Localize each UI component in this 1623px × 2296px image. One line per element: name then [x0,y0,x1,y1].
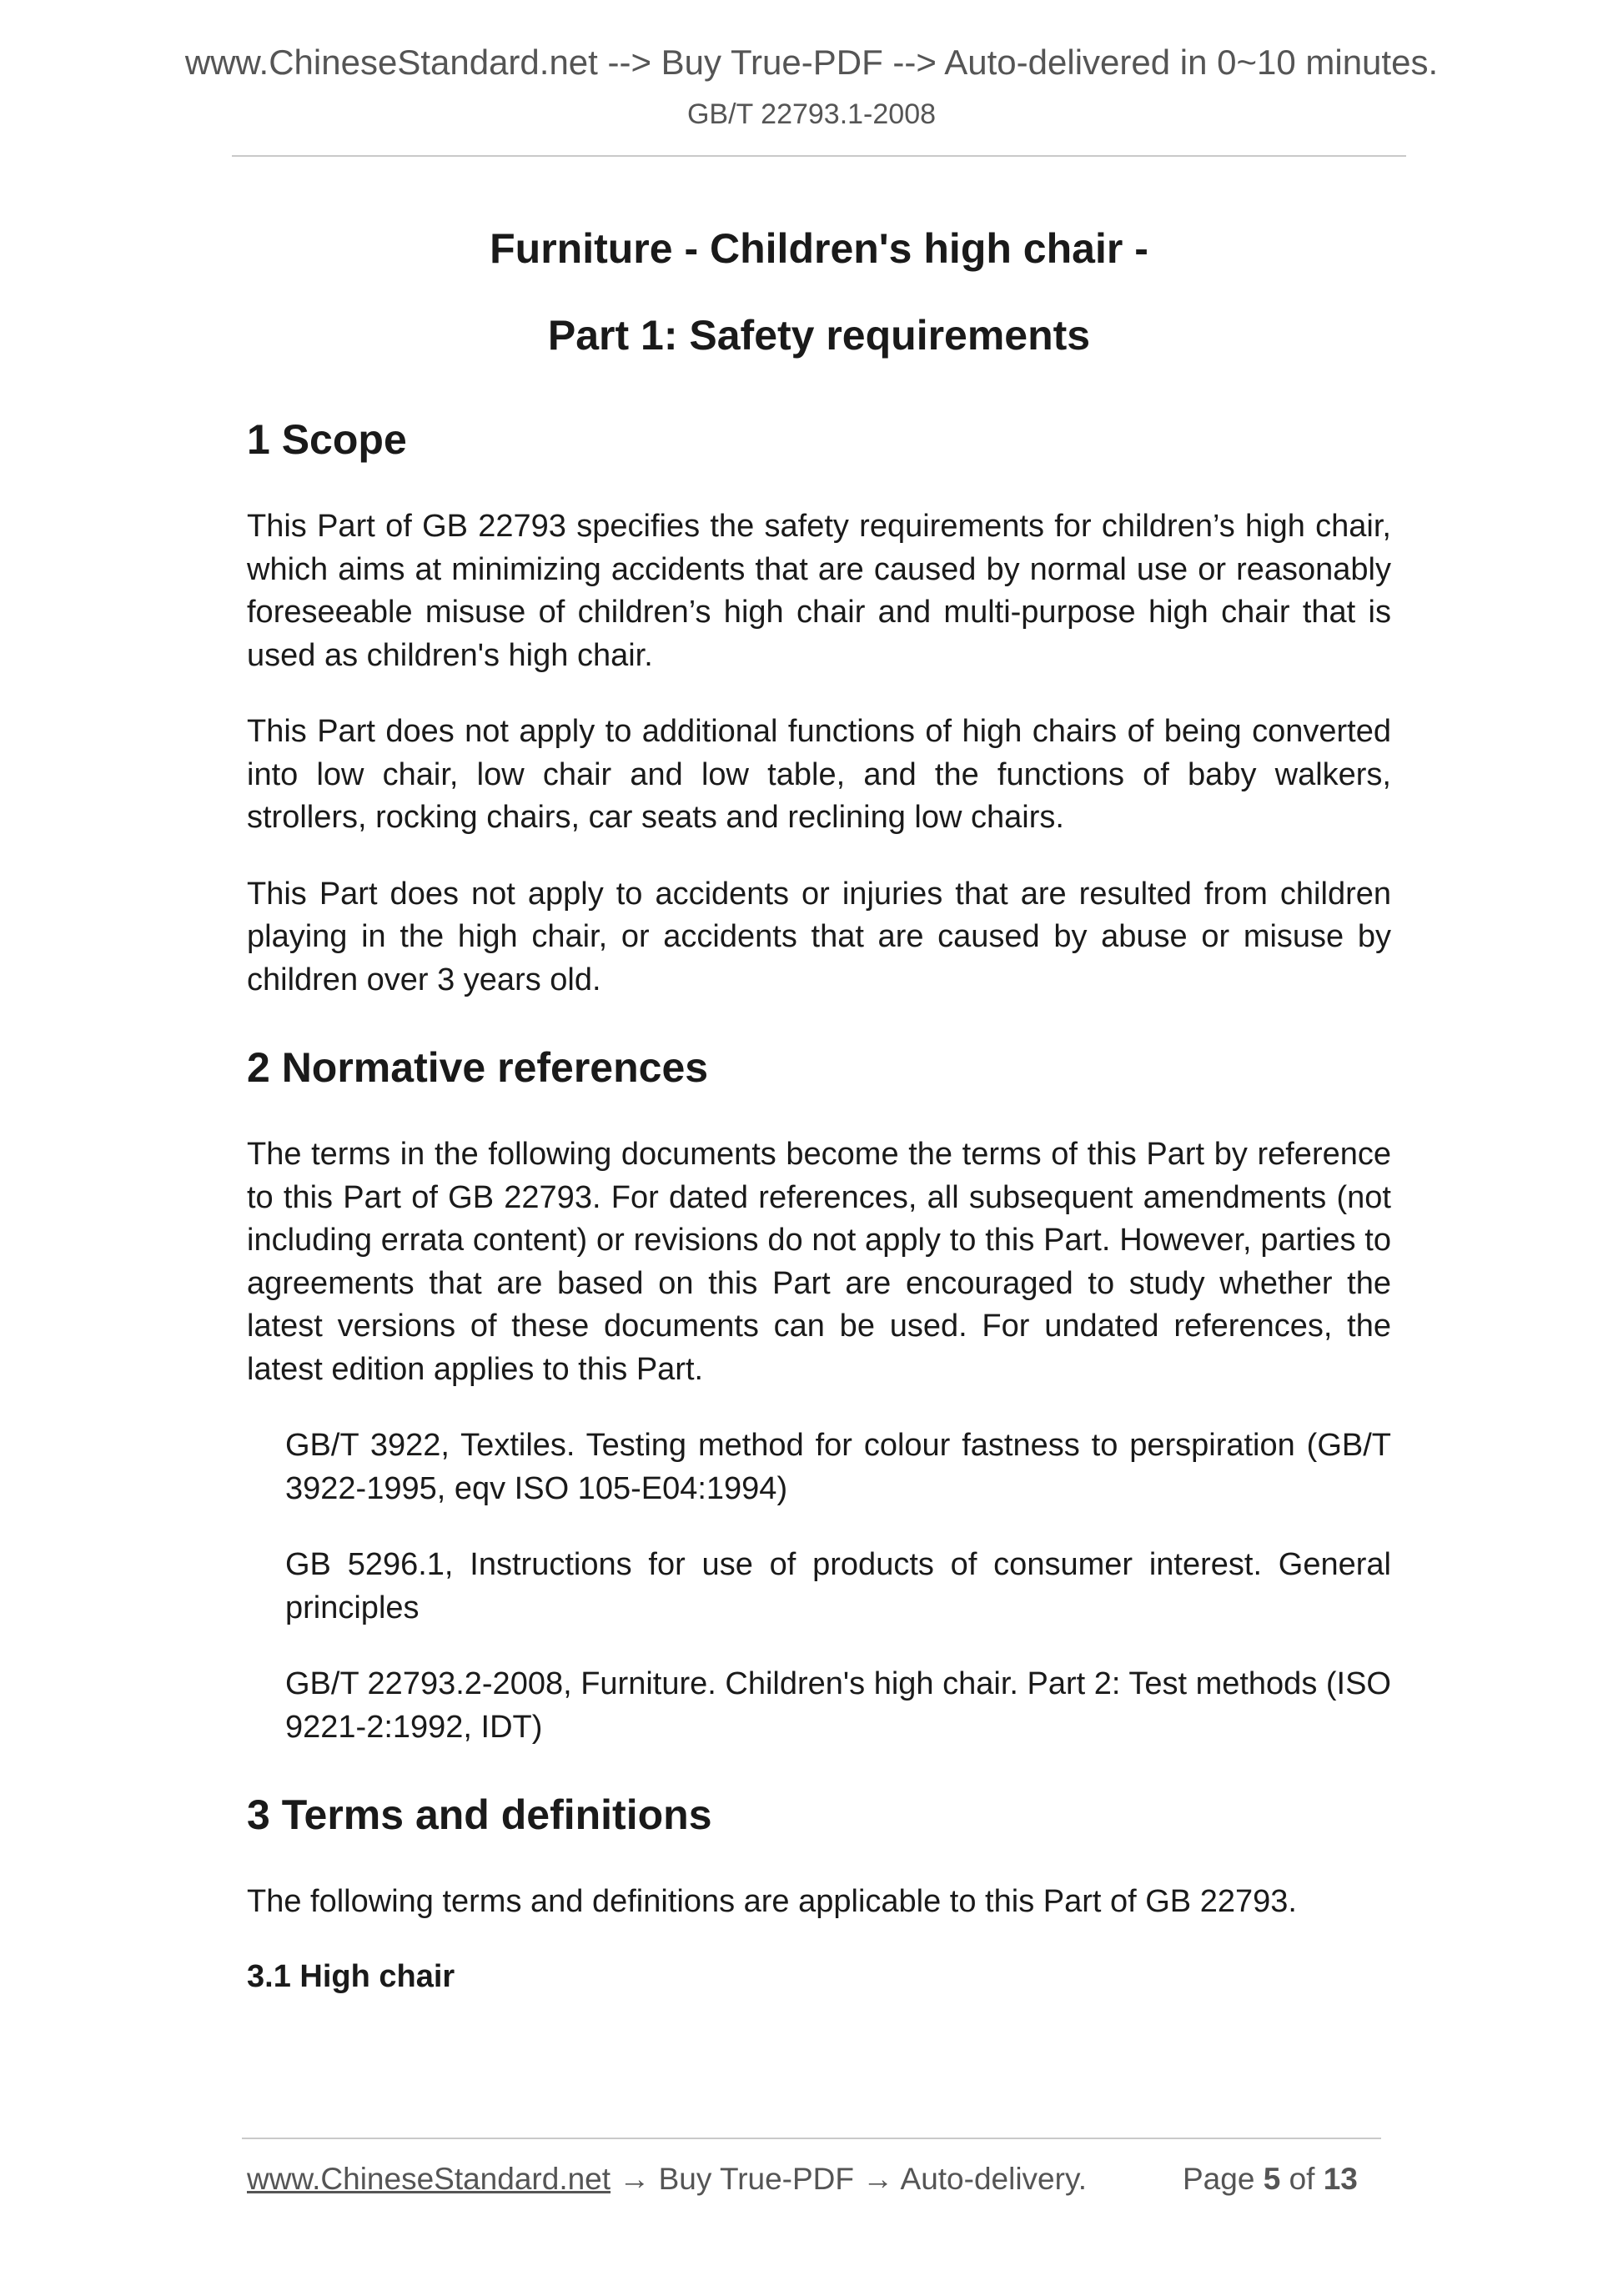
header-divider [232,155,1406,157]
section-heading-normative-references: 2 Normative references [247,1044,709,1091]
section-heading-terms-definitions: 3 Terms and definitions [247,1791,712,1838]
page-indicator [1183,2162,1358,2197]
page-of-label: of [1289,2162,1315,2196]
document-title-line-1: Furniture - Children's high chair - [490,225,1148,272]
scope-paragraph-1: This Part of GB 22793 specifies the safety requirements for children’s high chair, which aims at minimizing accidents that are caused by normal use or reasonably foreseeable misuse of children’s high chair and multi-purpose high chair that is used as children's high chair. [247,509,1391,673]
page-current: 5 [1263,2162,1281,2196]
terms-intro-paragraph: The following terms and definitions are applicable to this Part of GB 22793. [247,1884,1297,1919]
page-content [247,205,1391,1995]
reference-item: GB/T 3922, Textiles. Testing method for colour fastness to perspiration (GB/T 3922-1995, eqv ISO 105-E04:1994) [285,1428,1391,1506]
reference-item: GB/T 22793.2-2008, Furniture. Children's high chair. Part 2: Test methods (ISO 9221-2:1992, IDT) [285,1666,1391,1745]
page-total: 13 [1323,2162,1358,2196]
document-code: GB/T 22793.1-2008 [686,98,937,130]
footer-divider [242,2138,1381,2139]
footer-site-link[interactable]: www.ChineseStandard.net [247,2162,611,2196]
section-heading-scope: 1 Scope [247,416,407,463]
page-label: Page [1183,2162,1255,2196]
top-banner: www.ChineseStandard.net --> Buy True-PDF --> Auto-delivered in 0~10 minutes. [184,43,1439,82]
scope-paragraph-3: This Part does not apply to accidents or injuries that are resulted from children playing in the high chair, or accidents that are caused by abuse or misuse by children over 3 years old. [247,876,1391,997]
normative-intro-paragraph: The terms in the following documents become the terms of this Part by reference to this Part of GB 22793. For dated references, all subsequent amendments (not including errata content) or revisions do not apply to this Part. However, parties to agreements that are based on this Part are encouraged to study whether the latest versions of these documents can be used. For undated references, the latest edition applies to this Part. [247,1137,1391,1387]
document-title-line-2: Part 1: Safety requirements [547,312,1091,359]
reference-item: GB 5296.1, Instructions for use of products of consumer interest. General principles [285,1547,1391,1625]
subsection-heading-high-chair: 3.1 High chair [247,1958,455,1994]
footer-link-tail: → Buy True-PDF → Auto-delivery. [611,2162,1087,2196]
scope-paragraph-2: This Part does not apply to additional functions of high chairs of being converted into low chair, low chair and low table, and the functions of baby walkers, strollers, rocking chairs, car seats and reclining low chairs. [247,714,1391,835]
footer-link-area [247,2162,1087,2197]
